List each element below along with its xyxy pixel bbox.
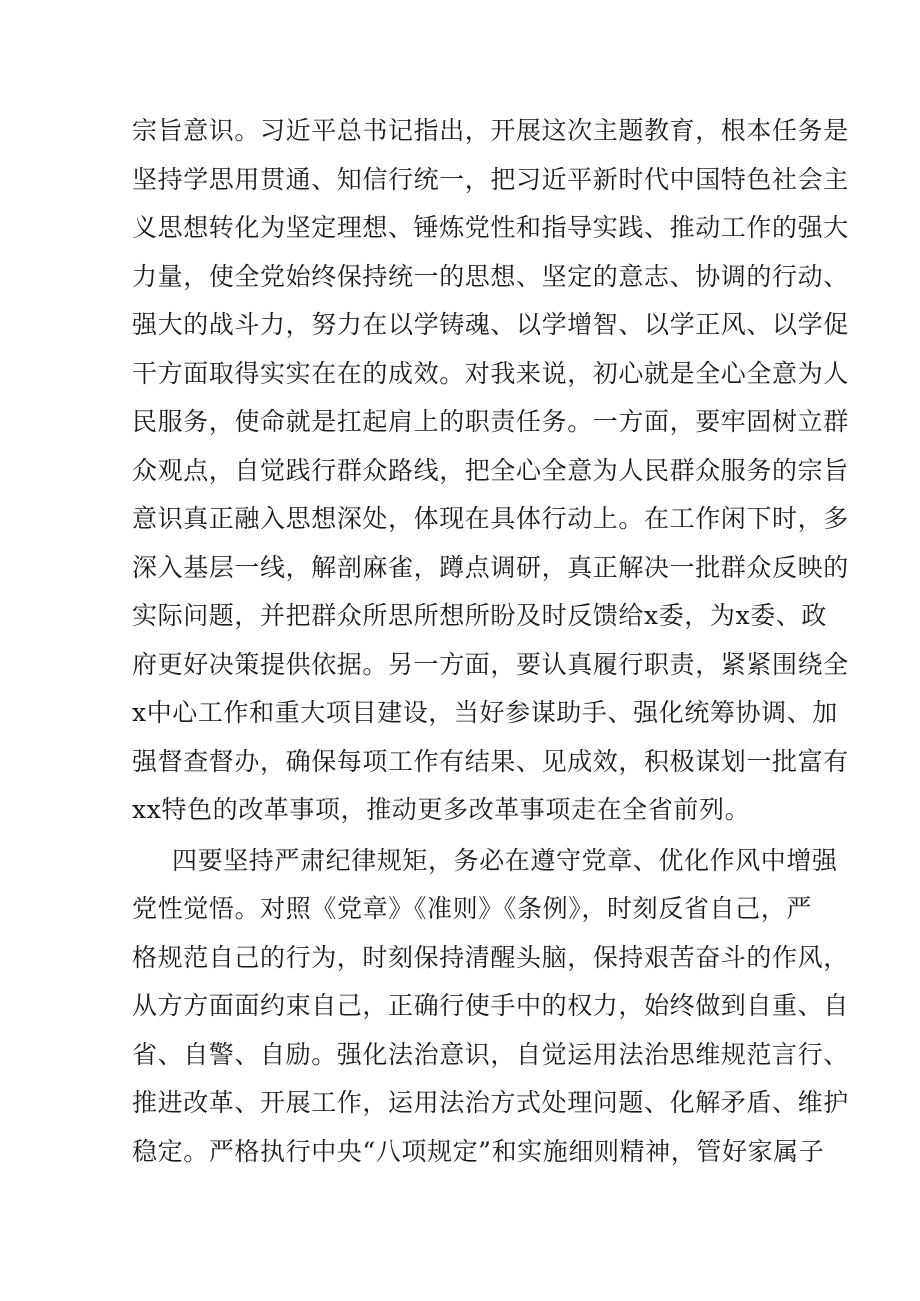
text-line: xx特色的改革事项，推动更多改革事项走在全省前列。 xyxy=(132,795,751,824)
text-line: 力量，使全党始终保持统一的思想、坚定的意志、协调的行动、 xyxy=(132,261,849,291)
text-line: 强督查督办，确保每项工作有结果、见成效，积极谋划一批富有 xyxy=(132,746,849,776)
text-line: 民服务，使命就是扛起肩上的职责任务。一方面，要牢固树立群 xyxy=(132,407,849,436)
text-line: 深入基层一线，解剖麻雀，蹲点调研，真正解决一批群众反映的 xyxy=(132,552,849,582)
text-line: 推进改革、开展工作，运用法治方式处理问题、化解矛盾、维护 xyxy=(132,1088,849,1117)
text-line: 从方方面面约束自己，正确行使手中的权力，始终做到自重、自 xyxy=(132,991,849,1020)
text-line: 稳定。严格执行中央“八项规定”和实施细则精神，管好家属子 xyxy=(132,1136,825,1166)
text-line: 实际问题，并把群众所思所想所盼及时反馈给x委，为x委、政 xyxy=(132,601,828,630)
text-line: x中心工作和重大项目建设，当好参谋助手、强化统筹协调、加 xyxy=(132,698,838,727)
text-line: 格规范自己的行为，时刻保持清醒头脑，保持艰苦奋斗的作风， xyxy=(132,942,849,972)
text-line: 坚持学思用贯通、知信行统一，把习近平新时代中国特色社会主 xyxy=(132,164,849,194)
text-line: 意识真正融入思想深处，体现在具体行动上。在工作闲下时，多 xyxy=(132,504,849,533)
text-line: 干方面取得实实在在的成效。对我来说，初心就是全心全意为人 xyxy=(132,358,849,388)
text-line: 义思想转化为坚定理想、锤炼党性和指导实践、推动工作的强大 xyxy=(132,213,849,242)
paragraph-2 xyxy=(132,837,849,1177)
text-line: 众观点，自觉践行群众路线，把全心全意为人民群众服务的宗旨 xyxy=(132,455,849,485)
text-line: 府更好决策提供依据。另一方面，要认真履行职责，紧紧围绕全 xyxy=(132,649,849,679)
paragraph-1 xyxy=(132,107,849,835)
text-line: 党性觉悟。对照《党章》《准则》《条例》，时刻反省自己，严 xyxy=(132,894,812,923)
text-line: 宗旨意识。习近平总书记指出，开展这次主题教育，根本任务是 xyxy=(132,116,849,145)
text-line: 省、自警、自励。强化法治意识，自觉运用法治思维规范言行、 xyxy=(132,1039,849,1069)
text-line: 强大的战斗力，努力在以学铸魂、以学增智、以学正风、以学促 xyxy=(132,310,849,339)
document-body xyxy=(132,107,849,1176)
text-line: 四要坚持严肃纪律规矩，务必在遵守党章、优化作风中增强 xyxy=(172,845,838,875)
